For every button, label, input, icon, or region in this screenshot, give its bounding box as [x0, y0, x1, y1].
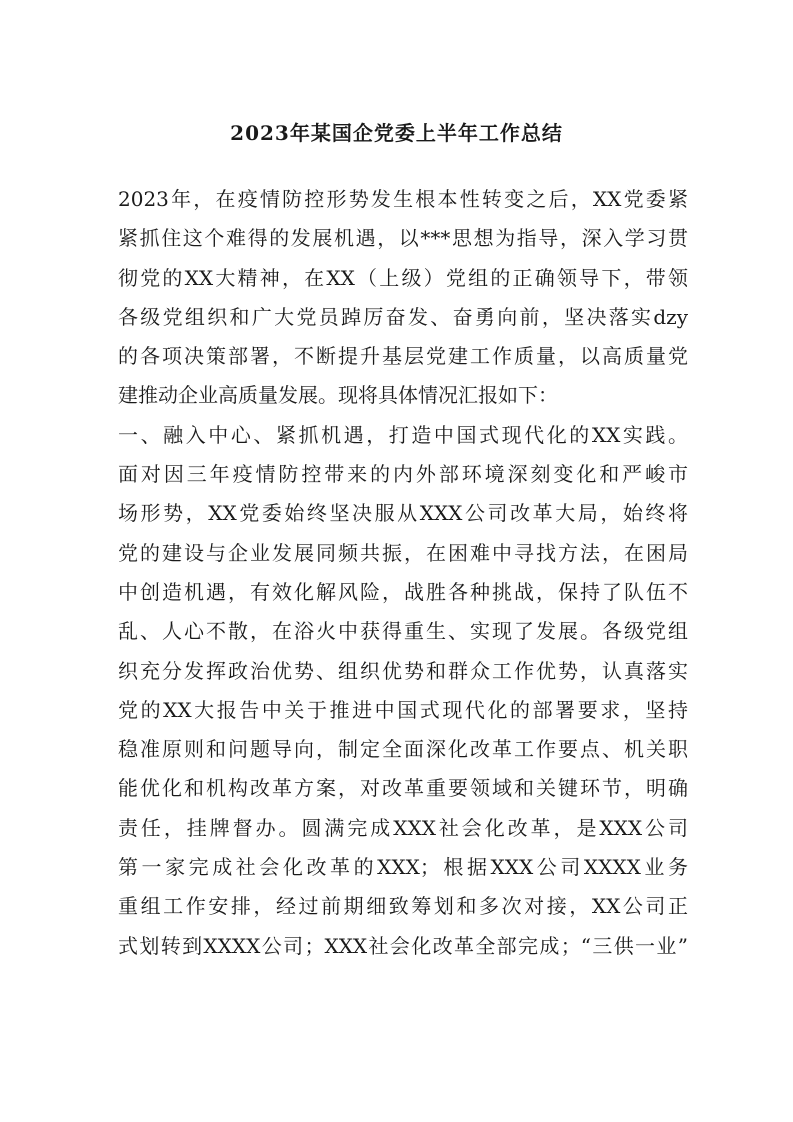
body-line: 重组工作安排，经过前期细致筹划和多次对接，XX公司正 [118, 894, 688, 919]
body-line: 中创造机遇，有效化解风险，战胜各种挑战，保持了队伍不 [118, 579, 688, 604]
document-body [118, 180, 688, 966]
body-line: 面对因三年疫情防控带来的内外部环境深刻变化和严峻市 [118, 462, 688, 487]
body-line: 党的XX大报告中关于推进中国式现代化的部署要求，坚持 [118, 697, 688, 722]
body-line: 织充分发挥政治优势、组织优势和群众工作优势，认真落实 [118, 658, 688, 683]
body-line: 建推动企业高质量发展。现将具体情况汇报如下： [118, 383, 558, 408]
body-line: 各级党组织和广大党员踔厉奋发、奋勇向前，坚决落实dzy [118, 304, 688, 329]
body-line: 式划转到XXXX公司；XXX社会化改革全部完成；“三供一业” [118, 933, 688, 958]
body-line: 责任，挂牌督办。圆满完成XXX社会化改革，是XXX公司 [118, 815, 688, 840]
body-line: 稳准原则和问题导向，制定全面深化改革工作要点、机关职 [118, 737, 688, 762]
body-line: 紧抓住这个难得的发展机遇，以***思想为指导，深入学习贯 [118, 226, 688, 251]
body-line: 场形势，XX党委始终坚决服从XXX公司改革大局，始终将 [118, 501, 688, 526]
body-line: 2023年，在疫情防控形势发生根本性转变之后，XX党委紧 [118, 187, 688, 211]
body-line: 乱、人心不散，在浴火中获得重生、实现了发展。各级党组 [118, 619, 688, 644]
body-line: 彻党的XX大精神，在XX（上级）党组的正确领导下，带领 [118, 265, 688, 290]
section-heading: 一、融入中心、紧抓机遇，打造中国式现代化的XX实践。 [118, 422, 688, 447]
document-title: 2023年某国企党委上半年工作总结 [230, 121, 563, 145]
body-line: 党的建设与企业发展同频共振，在困难中寻找方法，在困局 [118, 540, 688, 565]
body-line: 的各项决策部署，不断提升基层党建工作质量，以高质量党 [118, 344, 688, 369]
body-line: 第一家完成社会化改革的XXX；根据XXX公司XXXX业务 [118, 855, 688, 880]
body-line: 能优化和机构改革方案，对改革重要领域和关键环节，明确 [118, 776, 688, 801]
